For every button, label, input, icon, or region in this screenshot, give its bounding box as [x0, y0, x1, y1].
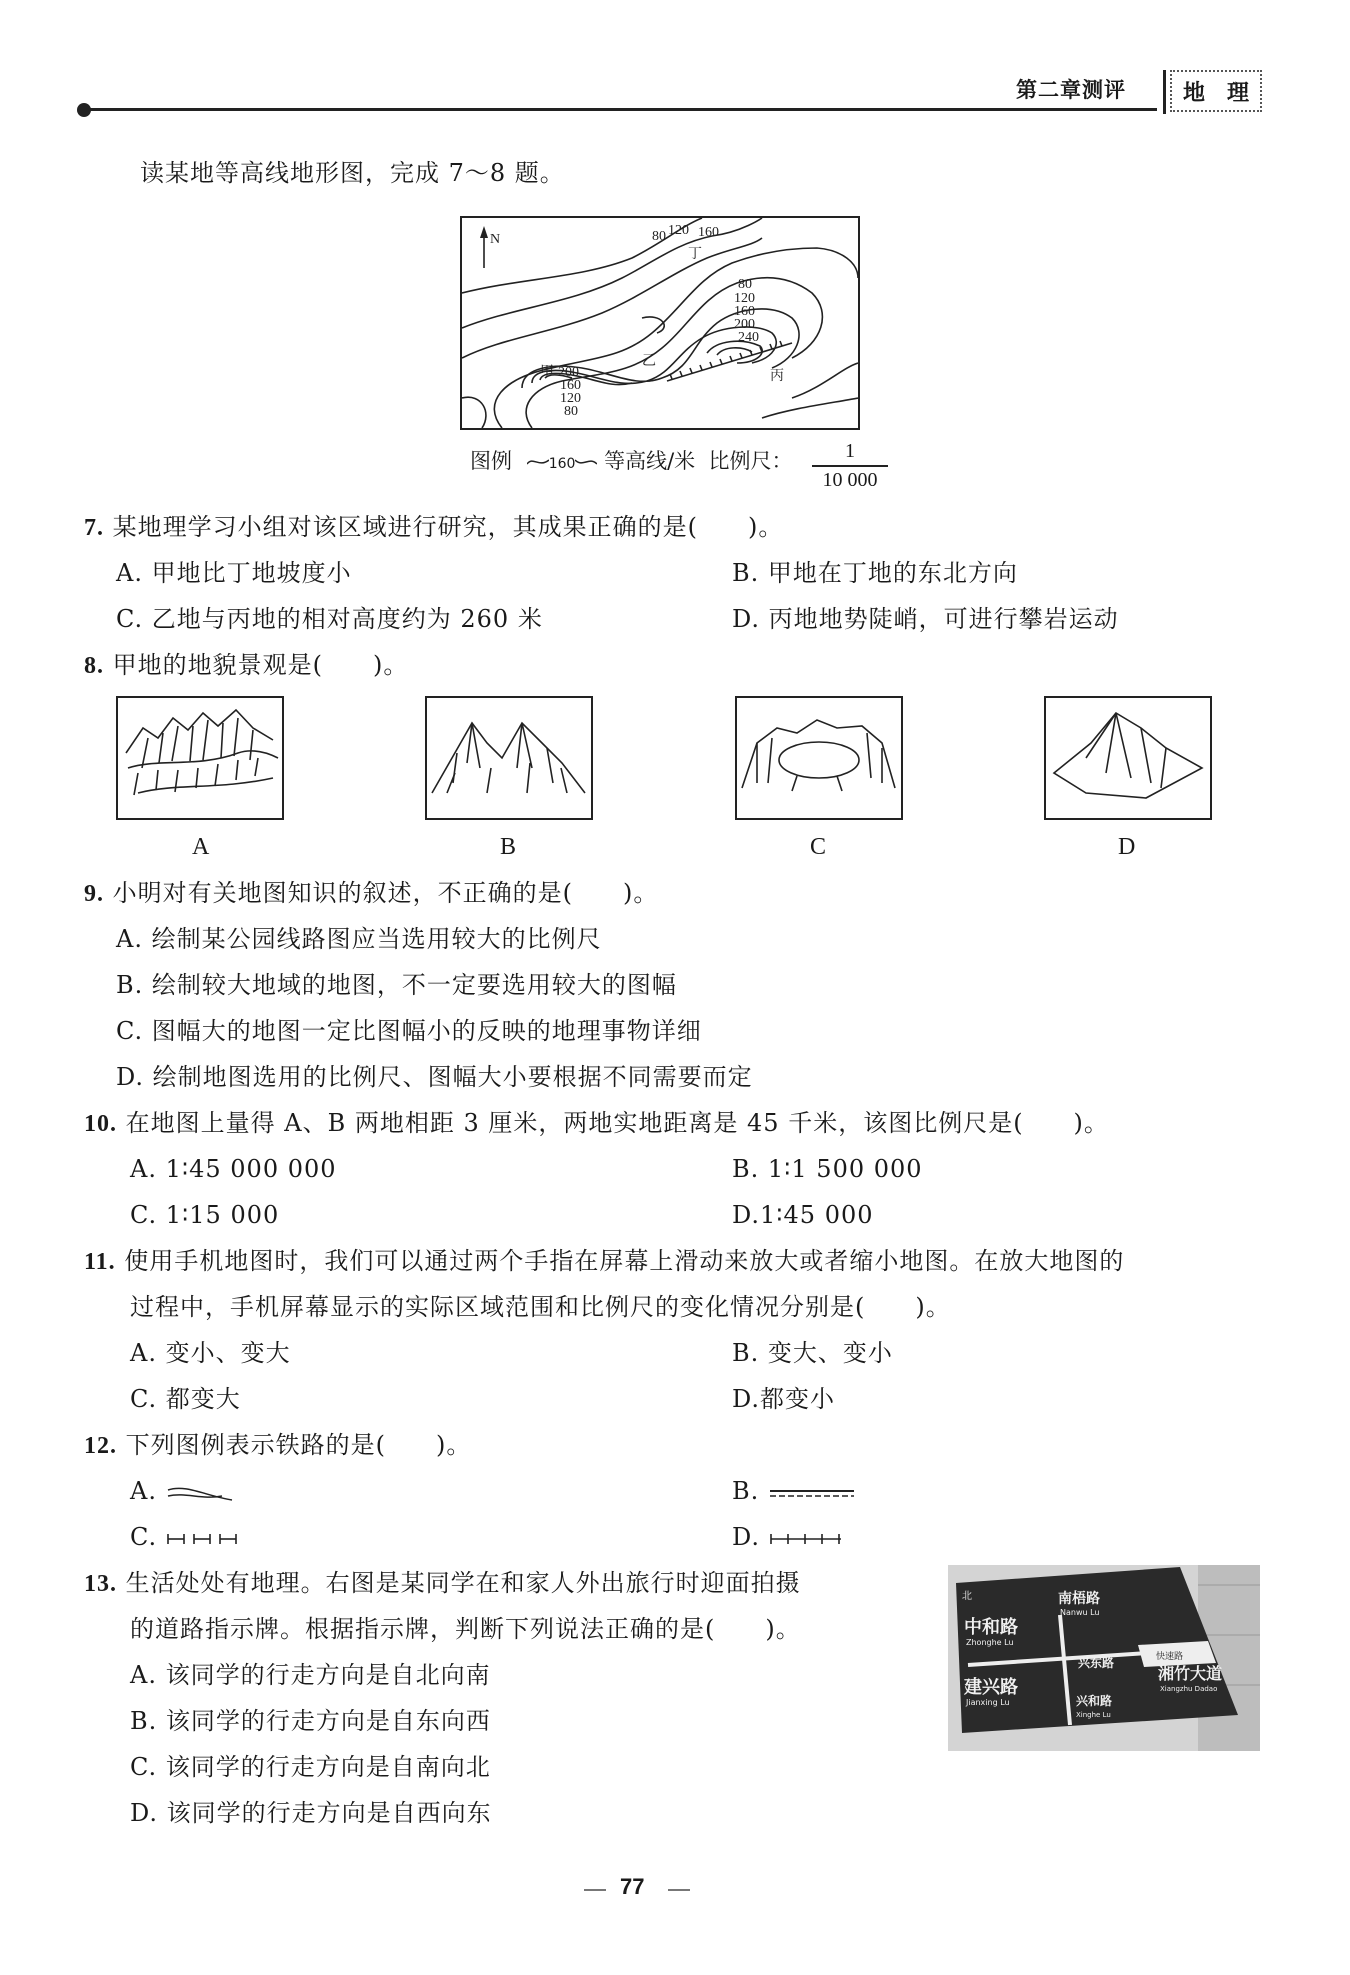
svg-text:Jianxing Lu: Jianxing Lu	[966, 1698, 1010, 1707]
question-13-cont: 的道路指示牌。根据指示牌，判断下列说法正确的是( )。	[130, 1615, 801, 1643]
single-peak-icon	[1046, 698, 1210, 818]
q12-option-b: B.	[732, 1476, 858, 1506]
svg-text:200: 200	[558, 365, 579, 380]
svg-text:120: 120	[668, 223, 689, 238]
map-legend: 图例 160 等高线/米 比例尺：	[470, 449, 793, 473]
q13-option-b: B. 该同学的行走方向是自东向西	[130, 1707, 491, 1735]
svg-text:Zhonghe Lu: Zhonghe Lu	[966, 1638, 1014, 1647]
svg-text:160: 160	[560, 378, 581, 393]
intro-text: 读某地等高线地形图，完成 7～8 题。	[140, 159, 565, 187]
svg-text:北: 北	[962, 1591, 972, 1602]
q10-option-d: D.1∶45 000	[732, 1201, 874, 1229]
q10-option-b: B. 1∶1 500 000	[732, 1155, 923, 1183]
landform-label-b: B	[500, 834, 517, 860]
question-9: 9. 小明对有关地图知识的叙述，不正确的是( )。	[84, 879, 659, 907]
question-7: 7. 某地理学习小组对该区域进行研究，其成果正确的是( )。	[84, 513, 784, 541]
page-dash-left	[584, 1889, 606, 1891]
q13-option-d: D. 该同学的行走方向是自西向东	[130, 1799, 492, 1827]
svg-text:南梧路: 南梧路	[1058, 1591, 1100, 1607]
svg-text:兴东路: 兴东路	[1078, 1656, 1115, 1670]
landform-c-picture	[735, 696, 903, 820]
q11-option-b: B. 变大、变小	[732, 1339, 893, 1367]
q12-option-d: D.	[732, 1522, 843, 1552]
svg-text:Xiangzhu Dadao: Xiangzhu Dadao	[1160, 1685, 1218, 1693]
contour-legend-icon	[527, 456, 549, 468]
contour-legend-icon-right	[575, 456, 597, 468]
q13-option-a: A. 该同学的行走方向是自北向南	[130, 1661, 491, 1689]
twin-peaks-icon	[427, 698, 591, 818]
road-sign-photo	[948, 1565, 1260, 1751]
q11-option-a: A. 变小、变大	[130, 1339, 291, 1367]
q13-option-c: C. 该同学的行走方向是自南向北	[130, 1753, 491, 1781]
question-8: 8. 甲地的地貌景观是( )。	[84, 651, 409, 679]
subject-box	[1170, 70, 1262, 112]
subject-char-2: 理	[1226, 80, 1249, 106]
river-symbol-icon	[166, 1482, 236, 1504]
road-sign-image	[948, 1565, 1260, 1751]
svg-text:160: 160	[734, 304, 755, 319]
svg-text:中和路: 中和路	[964, 1617, 1018, 1638]
subject-char-1: 地	[1182, 80, 1205, 106]
map-north-label: N	[490, 232, 501, 247]
header-separator	[1163, 70, 1166, 114]
q7-option-a: A. 甲地比丁地坡度小	[116, 559, 352, 587]
svg-text:160: 160	[698, 225, 719, 240]
svg-text:湘竹大道: 湘竹大道	[1158, 1664, 1223, 1683]
svg-text:120: 120	[734, 291, 755, 306]
landform-d-picture	[1044, 696, 1212, 820]
landform-label-a: A	[192, 834, 210, 860]
svg-text:200: 200	[734, 317, 755, 332]
landform-label-c: C	[810, 834, 827, 860]
svg-text:丁: 丁	[688, 247, 702, 262]
landform-b-picture	[425, 696, 593, 820]
landform-label-d: D	[1118, 834, 1136, 860]
q9-option-d: D. 绘制地图选用的比例尺、图幅大小要根据不同需要而定	[116, 1063, 753, 1091]
scale-fraction: 1 10 000	[812, 440, 888, 492]
q10-option-a: A. 1∶45 000 000	[130, 1155, 337, 1183]
svg-text:建兴路: 建兴路	[964, 1677, 1018, 1698]
contour-lines	[462, 218, 858, 428]
q10-option-c: C. 1∶15 000	[130, 1201, 280, 1229]
svg-text:80: 80	[738, 277, 752, 292]
svg-text:Xinghe Lu: Xinghe Lu	[1076, 1711, 1111, 1719]
page-dash-right	[668, 1889, 690, 1891]
q12-option-a: A.	[130, 1476, 236, 1506]
basin-icon	[737, 698, 901, 818]
svg-text:240: 240	[738, 330, 759, 345]
question-12: 12. 下列图例表示铁路的是( )。	[84, 1431, 472, 1459]
boundary-symbol-icon	[166, 1532, 240, 1546]
svg-text:Nanwu Lu: Nanwu Lu	[1060, 1608, 1100, 1617]
q12-option-c: C.	[130, 1522, 240, 1552]
page-number: 77	[620, 1874, 645, 1899]
question-10: 10. 在地图上量得 A、B 两地相距 3 厘米，两地实地距离是 45 千米，该图比例尺是( )。	[84, 1109, 1109, 1137]
svg-text:80: 80	[564, 404, 578, 419]
question-11: 11. 使用手机地图时，我们可以通过两个手指在屏幕上滑动来放大或者缩小地图。在放大地图的	[84, 1247, 1125, 1275]
q7-option-b: B. 甲地在丁地的东北方向	[732, 559, 1018, 587]
landform-a-picture	[116, 696, 284, 820]
svg-text:乙: 乙	[642, 354, 656, 369]
svg-text:甲: 甲	[540, 365, 554, 380]
q9-option-b: B. 绘制较大地域的地图，不一定要选用较大的图幅	[116, 971, 677, 999]
q11-option-c: C. 都变大	[130, 1385, 241, 1413]
question-11-cont: 过程中，手机屏幕显示的实际区域范围和比例尺的变化情况分别是( )。	[130, 1293, 951, 1321]
contour-map	[460, 216, 860, 430]
q9-option-a: A. 绘制某公园线路图应当选用较大的比例尺	[116, 925, 602, 953]
road-symbol-icon	[768, 1486, 858, 1500]
svg-text:丙: 丙	[770, 369, 784, 384]
railway-symbol-icon	[769, 1532, 843, 1546]
chapter-title: 第二章测评	[1016, 78, 1126, 102]
header-rule	[82, 108, 1157, 111]
svg-text:120: 120	[560, 391, 581, 406]
question-13: 13. 生活处处有地理。右图是某同学在和家人外出旅行时迎面拍摄	[84, 1569, 801, 1597]
mountain-range-icon	[118, 698, 282, 818]
svg-text:快速路: 快速路	[1156, 1652, 1184, 1662]
q7-option-c: C. 乙地与丙地的相对高度约为 260 米	[116, 605, 543, 633]
q9-option-c: C. 图幅大的地图一定比图幅小的反映的地理事物详细	[116, 1017, 702, 1045]
svg-text:兴和路: 兴和路	[1076, 1694, 1113, 1708]
svg-text:80: 80	[652, 229, 666, 244]
q7-option-d: D. 丙地地势陡峭，可进行攀岩运动	[732, 605, 1119, 633]
q11-option-d: D.都变小	[732, 1385, 836, 1413]
